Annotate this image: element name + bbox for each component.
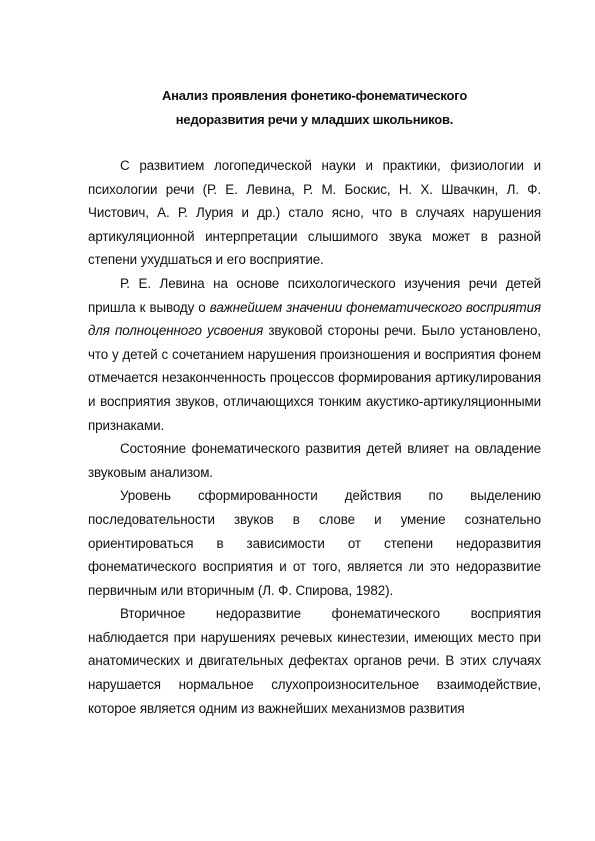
title-line-1: Анализ проявления фонетико-фонематического <box>161 88 468 103</box>
document-title <box>88 84 541 132</box>
paragraph-2-emphasis: важнейшем значении фонематического восприятия для полноценного усвоения <box>88 299 541 339</box>
document-page <box>88 84 541 720</box>
paragraph-5: Вторичное недоразвитие фонематического восприятия наблюдается при нарушениях речевых кинестезии, имеющих место при анатомических и двигательных дефектах органов речи. В этих случаях нарушается нормальное слухопроизносительное взаимодействие, которое является одним из важнейших механизмов развития <box>88 606 541 716</box>
paragraph-4: Уровень сформированности действия по выделению последовательности звуков в слове и умение сознательно ориентироваться в зависимости от степени недоразвития фонематического восприятия и от того, является ли это недоразвитие первичным или вторичным (Л. Ф. Спирова, 1982). <box>88 488 541 598</box>
title-line-2: недоразвития речи у младших школьников. <box>175 112 454 127</box>
paragraph-2-before: Р. Е. Левина на основе психологического изучения речи детей пришла к выводу о <box>88 275 541 315</box>
paragraph-1: С развитием логопедической науки и практики, физиологии и психологии речи (Р. Е. Левина, Р. М. Боскис, Н. Х. Швачкин, Л. Ф. Чистович, А. Р. Лурия и др.) стало ясно, что в случаях нарушения артикуляционной интерпретации слышимого звука может в разной степени ухудшаться и его восприятие. <box>88 158 541 268</box>
paragraph-2-after: звуковой стороны речи. Было установлено, что у детей с сочетанием нарушения произношения и восприятия фонем отмечается незаконченность процессов формирования артикулирования и восприятия звуков, отличающихся тонким акустико-артикуляционными признаками. <box>88 323 541 433</box>
paragraph-3: Состояние фонематического развития детей влияет на овладение звуковым анализом. <box>88 441 541 480</box>
paragraph-2 <box>88 272 541 437</box>
